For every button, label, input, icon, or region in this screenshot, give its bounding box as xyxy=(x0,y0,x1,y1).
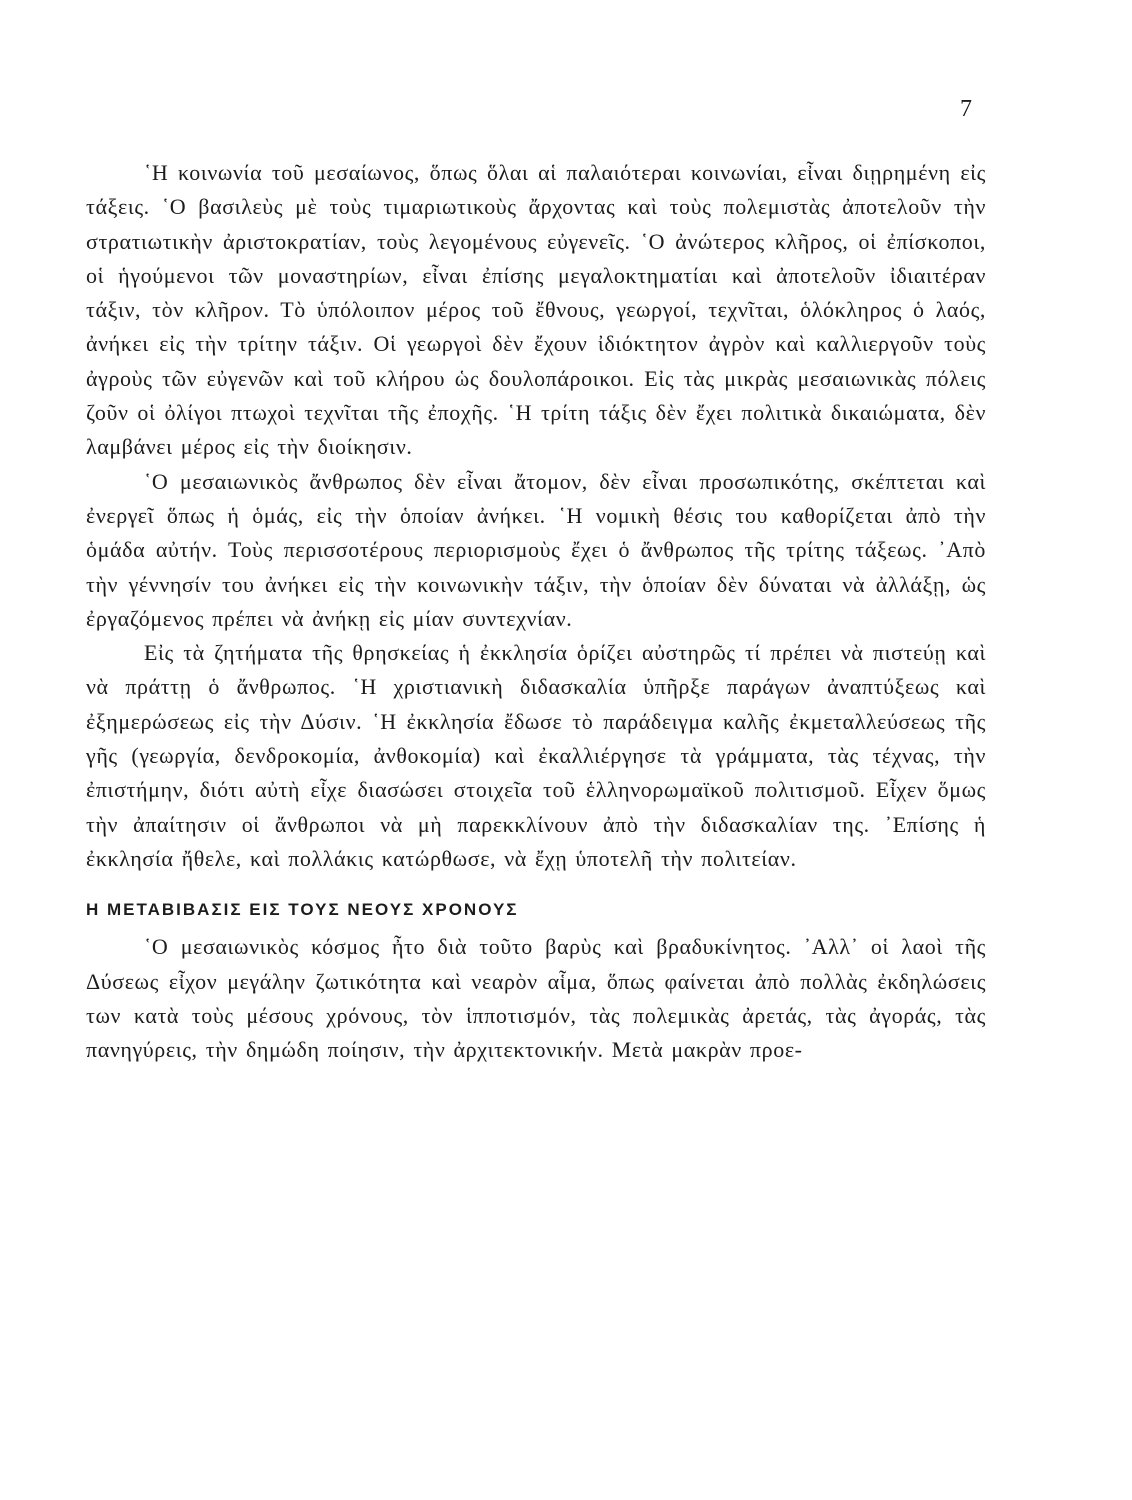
body-text xyxy=(86,156,986,1067)
paragraph-transition: ῾Ο μεσαιωνικὸς κόσμος ἦτο διὰ τοῦτο βαρὺς καὶ βραδυκίνητος. ᾿Αλλ᾿ οἱ λαοὶ τῆς Δύσεως εἶχον μεγάλην ζωτικότητα καὶ νεαρὸν αἷμα, ὅπως φαίνεται ἀπὸ πολλὰς ἐκδηλώσεις των κατὰ τοὺς μέσους χρόνους, τὸν ἱπποτισμόν, τὰς πολεμικὰς ἀρετάς, τὰς ἀγοράς, τὰς πανηγύρεις, τὴν δημώδη ποίησιν, τὴν ἀρχιτεκτονικήν. Μετὰ μακρὰν προε- xyxy=(86,934,986,1063)
section-heading: Η ΜΕΤΑΒΙΒΑΣΙΣ ΕΙΣ ΤΟΥΣ ΝΕΟΥΣ ΧΡΟΝΟΥΣ xyxy=(86,900,519,920)
paragraph-medieval-person: ῾Ο μεσαιωνικὸς ἄνθρωπος δὲν εἶναι ἄτομον, δὲν εἶναι προσωπικότης, σκέπτεται καὶ ἐνεργεῖ ὅπως ἡ ὁμάς, εἰς τὴν ὁποίαν ἀνήκει. ῾Η νομικὴ θέσις του καθορίζεται ἀπὸ τὴν ὁμάδα αὐτήν. Τοὺς περισσοτέρους περιορισμοὺς ἔχει ὁ ἄνθρωπος τῆς τρίτης τάξεως. ᾿Απὸ τὴν γέννησίν του ἀνήκει εἰς τὴν κοινωνικὴν τάξιν, τὴν ὁποίαν δὲν δύναται νὰ ἀλλάξῃ, ὡς ἐργαζόμενος πρέπει νὰ ἀνήκῃ εἰς μίαν συντεχνίαν. xyxy=(86,468,986,631)
paragraph-church: Εἰς τὰ ζητήματα τῆς θρησκείας ἡ ἐκκλησία ὁρίζει αὐστηρῶς τί πρέπει νὰ πιστεύῃ καὶ νὰ πράττῃ ὁ ἄνθρωπος. ῾Η χριστιανικὴ διδασκαλία ὑπῆρξε παράγων ἀναπτύξεως καὶ ἐξημερώσεως εἰς τὴν Δύσιν. ῾Η ἐκκλησία ἔδωσε τὸ παράδειγμα καλῆς ἐκμεταλλεύσεως τῆς γῆς (γεωργία, δενδροκομία, ἀνθοκομία) καὶ ἐκαλλιέργησε τὰ γράμματα, τὰς τέχνας, τὴν ἐπιστήμην, διότι αὐτὴ εἶχε διασώσει στοιχεῖα τοῦ ἑλληνορωμαϊκοῦ πολιτισμοῦ. Εἶχεν ὅμως τὴν ἀπαίτησιν οἱ ἄνθρωποι νὰ μὴ παρεκκλίνουν ἀπὸ τὴν διδασκαλίαν της. ᾿Επίσης ἡ ἐκκλησία ἤθελε, καὶ πολλάκις κατώρθωσε, νὰ ἔχῃ ὑποτελῆ τὴν πολιτείαν. xyxy=(86,640,986,871)
page-number: 7 xyxy=(960,96,972,122)
paragraph-social-classes: ῾Η κοινωνία τοῦ μεσαίωνος, ὅπως ὅλαι αἱ παλαιότεραι κοινωνίαι, εἶναι διῃρημένη εἰς τάξεις. ῾Ο βασιλεὺς μὲ τοὺς τιμαριωτικοὺς ἄρχοντας καὶ τοὺς πολεμιστὰς ἀποτελοῦν τὴν στρατιωτικὴν ἀριστοκρατίαν, τοὺς λεγομένους εὐγενεῖς. ῾Ο ἀνώτερος κλῆρος, οἱ ἐπίσκοποι, οἱ ἡγούμενοι τῶν μοναστηρίων, εἶναι ἐπίσης μεγαλοκτηματίαι καὶ ἀποτελοῦν ἰδιαιτέραν τάξιν, τὸν κλῆρον. Τὸ ὑπόλοιπον μέρος τοῦ ἔθνους, γεωργοί, τεχνῖται, ὁλόκληρος ὁ λαός, ἀνήκει εἰς τὴν τρίτην τάξιν. Οἱ γεωργοὶ δὲν ἔχουν ἰδιόκτητον ἀγρὸν καὶ καλλιεργοῦν τοὺς ἀγροὺς τῶν εὐγενῶν καὶ τοῦ κλήρου ὡς δουλοπάροικοι. Εἰς τὰς μικρὰς μεσαιωνικὰς πόλεις ζοῦν οἱ ὀλίγοι πτωχοὶ τεχνῖται τῆς ἐποχῆς. ῾Η τρίτη τάξις δὲν ἔχει πολιτικὰ δικαιώματα, δὲν λαμβάνει μέρος εἰς τὴν διοίκησιν. xyxy=(86,160,986,460)
